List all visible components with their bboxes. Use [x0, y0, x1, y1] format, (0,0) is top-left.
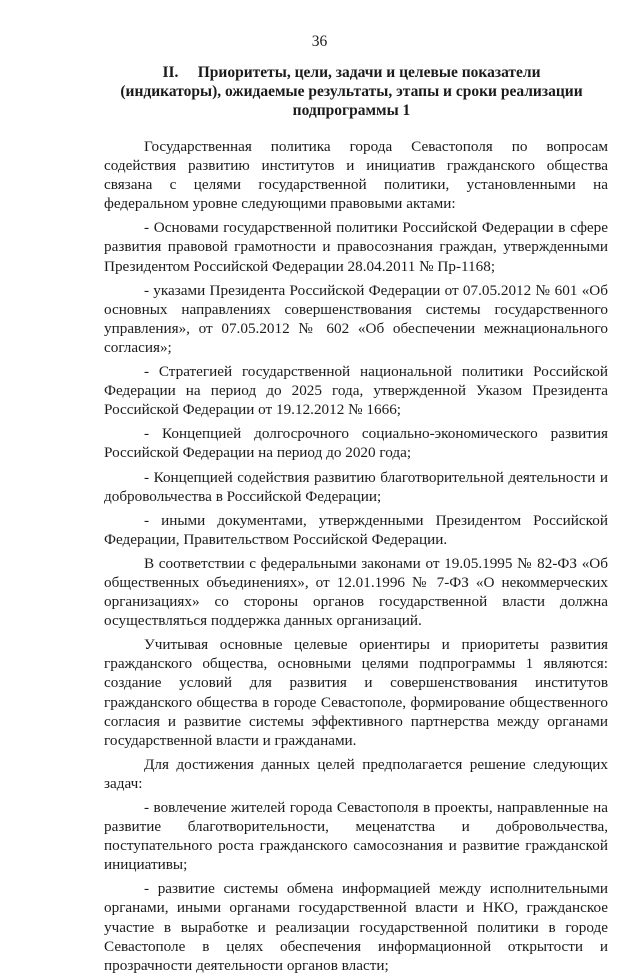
- section-heading-line-3: подпрограммы 1: [292, 102, 411, 119]
- paragraph-list-item: - иными документами, утвержденными Президентом Российской Федерации, Правительством Российской Федерации.: [104, 511, 608, 548]
- paragraph-list-item: - Концепцией содействия развитию благотворительной деятельности и добровольчества в Российской Федерации;: [104, 468, 608, 505]
- paragraph-list-item: - Стратегией государственной национальной политики Российской Федерации на период до 2025 года, утвержденной Указом Президента Российской Федерации от 19.12.2012 № 1666;: [104, 363, 608, 419]
- paragraph-task-item: - вовлечение жителей города Севастополя в проекты, направленные на развитие благотворительности, меценатства и добровольчества, поступательного роста гражданского самосознания и развитие гражданской инициативы;: [104, 799, 608, 874]
- page-number: 36: [311, 33, 328, 50]
- paragraph-federal-laws: В соответствии с федеральными законами от 19.05.1995 № 82-ФЗ «Об общественных объединениях», от 12.01.1996 № 7-ФЗ «О некоммерческих организациях» со стороны органов государственной власти должна осуществляться поддержка данных организаций.: [104, 554, 608, 630]
- section-heading: [104, 63, 599, 120]
- document-body: [104, 137, 608, 975]
- section-heading-line-2: (индикаторы), ожидаемые результаты, этапы и сроки реализации: [120, 83, 583, 100]
- paragraph-list-item: - указами Президента Российской Федерации от 07.05.2012 № 601 «Об основных направлениях совершенствования системы государственного управления», от 07.05.2012 № 602 «Об обеспечении межнационального согласия»;: [104, 281, 608, 356]
- paragraph-tasks-intro: Для достижения данных целей предполагается решение следующих задач:: [104, 755, 608, 792]
- paragraph-list-item: - Концепцией долгосрочного социально-экономического развития Российской Федерации на период до 2020 года;: [104, 425, 608, 462]
- paragraph-goals: Учитывая основные целевые ориентиры и приоритеты развития гражданского общества, основными целями подпрограммы 1 являются: создание условий для развития и совершенствования институтов гражданского общества в городе Севастополе, формирование общественного согласия и развитие системы эффективного партнерства между органами государственной власти и гражданами.: [104, 636, 608, 749]
- section-heading-line-1: II. Приоритеты, цели, задачи и целевые показатели: [162, 64, 541, 81]
- paragraph-list-item: - Основами государственной политики Российской Федерации в сфере развития правовой грамотности и правосознания граждан, утвержденными Президентом Российской Федерации 28.04.2011 № Пр-1168;: [104, 219, 608, 275]
- paragraph-task-item: - развитие системы обмена информацией между исполнительными органами, иными органами государственной власти и НКО, гражданское участие в выработке и реализации государственной политики в городе Севастополе в целях обеспечения информационной открытости и прозрачности деятельности органов власти;: [104, 880, 608, 974]
- paragraph-intro: Государственная политика города Севастополя по вопросам содействия развитию институтов и инициатив гражданского общества связана с целями государственной политики, установленными на федеральном уровне следующими правовыми актами:: [104, 138, 608, 213]
